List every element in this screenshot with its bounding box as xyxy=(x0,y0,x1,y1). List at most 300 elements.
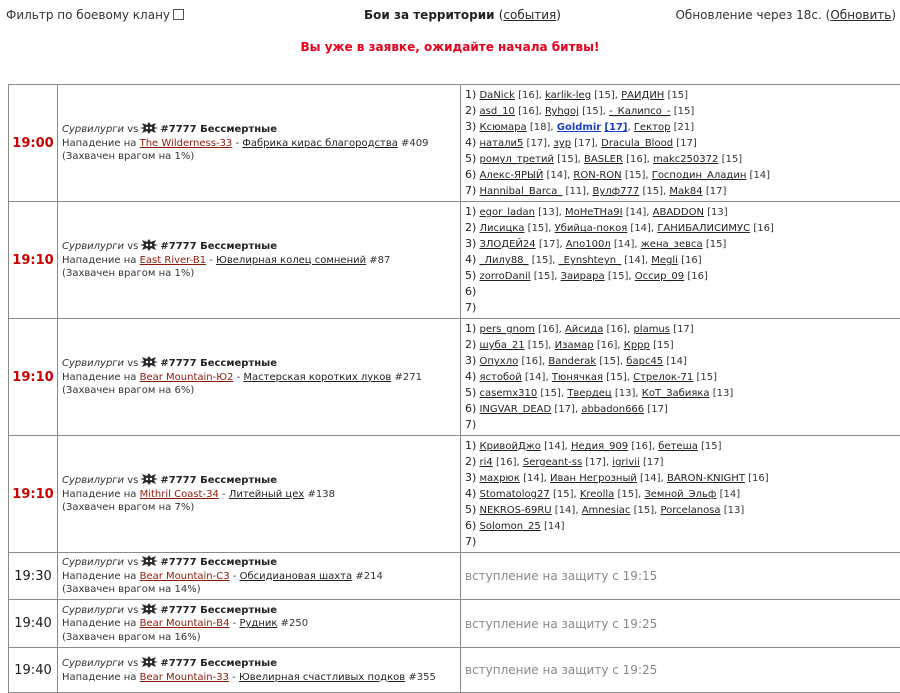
team-number: 6) xyxy=(465,402,476,415)
player-link[interactable]: Banderak xyxy=(548,356,596,367)
player-level: [16] xyxy=(681,255,702,266)
team-number: 5) xyxy=(465,503,476,516)
player-link[interactable]: egor_ladan xyxy=(479,207,534,218)
player-level: [16] xyxy=(518,106,539,117)
battle-info xyxy=(58,319,461,436)
player-link[interactable]: Твердец xyxy=(567,388,611,399)
battle-row xyxy=(9,85,900,202)
refresh-link[interactable]: Обновить xyxy=(830,8,891,22)
player-level: [17] xyxy=(647,404,668,415)
player-level: [16] xyxy=(496,457,517,468)
player-level: [15] xyxy=(642,186,663,197)
player-link[interactable]: _Лилу88_ xyxy=(479,255,528,266)
player-link[interactable]: Айсида xyxy=(565,324,603,335)
battle-info xyxy=(58,85,461,202)
battle-sides xyxy=(62,122,456,137)
clan-emblem-icon xyxy=(140,603,158,615)
player-link[interactable]: ЗЛОДЕЙ24 xyxy=(479,239,535,250)
player-link[interactable]: asd_10 xyxy=(479,106,514,117)
team-slot: 5) ромул_третий [15], BASLER [16], makc250372 [15] xyxy=(465,151,900,167)
player-level: [15] xyxy=(668,90,689,101)
player-link[interactable]: _Eynshteyn_ xyxy=(559,255,621,266)
attack-label: Нападение на xyxy=(62,372,136,383)
player-link[interactable]: zorroDanil xyxy=(479,271,530,282)
player-level: [14] xyxy=(525,372,546,383)
player-level: [14] xyxy=(624,255,645,266)
team-slot: 1) egor_ladan [13], МоНеТНа9I [14], ABADDON [13] xyxy=(465,204,900,220)
enemy-clan[interactable]: #7777 Бессмертные xyxy=(160,124,277,135)
dash-separator: - xyxy=(232,672,236,683)
player-link[interactable]: ABADDON xyxy=(653,207,704,218)
team-number: 7) xyxy=(465,418,476,431)
attack-label: Нападение на xyxy=(62,138,136,149)
player-link[interactable]: Апо100л xyxy=(566,239,611,250)
own-clan: Сурвилурги xyxy=(62,605,124,616)
battle-row xyxy=(9,600,900,648)
team-number: 3) xyxy=(465,120,476,133)
player-level: [14] xyxy=(523,473,544,484)
building-number: #355 xyxy=(408,672,435,683)
attack-label: Нападение на xyxy=(62,618,136,629)
team-number: 1) xyxy=(465,205,476,218)
player-link[interactable]: Кррр xyxy=(624,340,650,351)
territory-link[interactable]: Bear Mountain-Ю2 xyxy=(140,372,234,383)
player-level: [15] xyxy=(617,489,638,500)
battle-sides xyxy=(62,473,456,488)
team-slot: 6) Алекс-ЯРЫЙ [14], RON-RON [15], Господин_Аладин [14] xyxy=(465,167,900,183)
player-link[interactable]: махрюк xyxy=(479,473,519,484)
team-number: 1) xyxy=(465,439,476,452)
battle-row xyxy=(9,319,900,436)
capture-status: (Захвачен врагом на 6%) xyxy=(62,384,456,398)
battle-time: 19:00 xyxy=(9,85,58,202)
player-level: [17] xyxy=(676,138,697,149)
attack-target xyxy=(62,488,456,502)
building-link[interactable]: Обсидиановая шахта xyxy=(240,571,353,582)
battle-sides xyxy=(62,239,456,254)
player-level: [17] xyxy=(554,404,575,415)
player-link[interactable]: ri4 xyxy=(479,457,492,468)
team-slot xyxy=(465,300,900,316)
player-level: [15] xyxy=(696,372,717,383)
attack-label: Нападение на xyxy=(62,489,136,500)
team-number: 5) xyxy=(465,386,476,399)
dash-separator: - xyxy=(222,489,226,500)
player-level: [17] xyxy=(585,457,606,468)
territory-link[interactable]: Bear Mountain-33 xyxy=(140,672,229,683)
player-level: [15] xyxy=(534,271,555,282)
player-link[interactable]: ГАНИБАЛИСИМУС xyxy=(657,223,750,234)
player-link[interactable]: Amnesiac xyxy=(582,505,631,516)
team-slot: 2) asd_10 [16], Ryhgoj [15], -_Калипсо_- [15] xyxy=(465,103,900,119)
battle-participants xyxy=(461,553,900,600)
vs-label: vs xyxy=(127,658,138,669)
building-number: #250 xyxy=(281,618,308,629)
team-number: 7) xyxy=(465,184,476,197)
team-slot: 4) ястобой [14], Тюнячкая [15], Стрелок-71 [15] xyxy=(465,369,900,385)
player-link[interactable]: Земной_Эльф xyxy=(644,489,716,500)
clan-emblem-icon xyxy=(140,122,158,134)
player-link[interactable]: Ryhgoj xyxy=(545,106,579,117)
team-number: 6) xyxy=(465,168,476,181)
team-number: 6) xyxy=(465,519,476,532)
player-level: [17] xyxy=(574,138,595,149)
battle-sides xyxy=(62,603,456,618)
player-level: [15] xyxy=(722,154,743,165)
player-link[interactable]: Mak84 xyxy=(669,186,702,197)
building-link[interactable]: Рудник xyxy=(239,618,277,629)
battle-participants xyxy=(461,436,900,553)
player-level: [16] xyxy=(631,441,652,452)
team-number: 3) xyxy=(465,237,476,250)
player-link[interactable]: DaNick xyxy=(479,90,514,101)
team-slot: 2) Лисицка [15], Убийца-покоя [14], ГАНИБАЛИСИМУС [16] xyxy=(465,220,900,236)
own-clan: Сурвилурги xyxy=(62,358,124,369)
territory-link[interactable]: Bear Mountain-С3 xyxy=(140,571,230,582)
team-number: 7) xyxy=(465,535,476,548)
player-level: [14] xyxy=(544,441,565,452)
player-link[interactable]: Заирара xyxy=(561,271,605,282)
building-number: #409 xyxy=(401,138,428,149)
player-link[interactable]: -_Калипсо_- xyxy=(609,106,671,117)
vs-label: vs xyxy=(127,241,138,252)
player-link[interactable]: NEKROS-69RU xyxy=(479,505,551,516)
territory-link[interactable]: East River-B1 xyxy=(140,255,207,266)
player-level: [16] xyxy=(518,90,539,101)
battle-time: 19:10 xyxy=(9,202,58,319)
battle-time: 19:10 xyxy=(9,319,58,436)
team-number: 4) xyxy=(465,253,476,266)
team-number: 2) xyxy=(465,338,476,351)
own-clan: Сурвилурги xyxy=(62,124,124,135)
team-slot: 3) Ксюмара [18], Goldmir [17], Гектор [21] xyxy=(465,119,900,135)
player-level: [15] xyxy=(528,340,549,351)
player-link[interactable]: РАИДИН xyxy=(621,90,664,101)
team-slot xyxy=(465,518,900,534)
player-link[interactable]: BASLER xyxy=(584,154,623,165)
building-link[interactable]: Литейный цех xyxy=(229,489,304,500)
territory-link[interactable]: Mithril Coast-34 xyxy=(140,489,219,500)
player-level: [11] xyxy=(566,186,587,197)
team-slot: 6) INGVAR_DEAD [17], abbadon666 [17] xyxy=(465,401,900,417)
vs-label: vs xyxy=(127,557,138,568)
enemy-clan[interactable]: #7777 Бессмертные xyxy=(160,605,277,616)
dash-separator: - xyxy=(233,618,237,629)
team-list xyxy=(465,85,900,201)
building-number: #87 xyxy=(369,255,390,266)
player-level: [15] xyxy=(540,388,561,399)
player-level: [15] xyxy=(608,271,629,282)
team-number: 4) xyxy=(465,370,476,383)
capture-status: (Захвачен врагом на 14%) xyxy=(62,583,456,597)
team-number: 1) xyxy=(465,322,476,335)
player-level: [14] xyxy=(555,505,576,516)
player-level: [14] xyxy=(614,239,635,250)
building-number: #214 xyxy=(355,571,382,582)
dash-separator: - xyxy=(235,138,239,149)
player-level: [15] xyxy=(553,489,574,500)
team-number: 6) xyxy=(465,285,476,298)
building-link[interactable]: Ювелирная счастливых подков xyxy=(239,672,405,683)
player-link[interactable]: BARON-KNIGHT xyxy=(667,473,745,484)
building-link[interactable]: Мастерская коротких луков xyxy=(243,372,391,383)
team-slot: 3) махрюк [14], Иван Негрозный [14], BARON-KNIGHT [16] xyxy=(465,470,900,486)
player-level: [15] xyxy=(606,372,627,383)
player-link[interactable]: Ксюмара xyxy=(479,122,526,133)
team-number: 3) xyxy=(465,354,476,367)
team-slot: 4) Stomatolog27 [15], Kreolla [15], Земной_Эльф [14] xyxy=(465,486,900,502)
team-number: 1) xyxy=(465,88,476,101)
player-level: [16] xyxy=(521,356,542,367)
page-title-block: Бои за территории (события) xyxy=(364,8,561,22)
page-title: Бои за территории xyxy=(364,8,495,22)
own-clan: Сурвилурги xyxy=(62,241,124,252)
player-link[interactable]: Porcelanosa xyxy=(660,505,720,516)
team-number: 3) xyxy=(465,471,476,484)
player-level: [15] xyxy=(528,223,549,234)
building-link[interactable]: Ювелирная колец сомнений xyxy=(216,255,366,266)
team-number: 5) xyxy=(465,152,476,165)
capture-status: (Захвачен врагом на 16%) xyxy=(62,631,456,645)
player-level: [16] xyxy=(687,271,708,282)
player-link[interactable]: Kreolla xyxy=(580,489,614,500)
clan-emblem-icon xyxy=(140,473,158,485)
update-countdown: Обновление через 18с. xyxy=(675,8,821,22)
capture-status: (Захвачен врагом на 7%) xyxy=(62,501,456,515)
building-number: #271 xyxy=(394,372,421,383)
events-link[interactable]: события xyxy=(503,8,556,22)
team-number: 2) xyxy=(465,104,476,117)
player-link[interactable]: КоТ_Забияка xyxy=(642,388,710,399)
player-level: [15] xyxy=(701,441,722,452)
clan-emblem-icon xyxy=(140,239,158,251)
team-slot xyxy=(465,417,900,433)
player-link[interactable]: Опухло xyxy=(479,356,518,367)
player-link[interactable]: RON-RON xyxy=(573,170,621,181)
player-level: [15] xyxy=(625,170,646,181)
player-level: [13] xyxy=(538,207,559,218)
player-level: [17] xyxy=(539,239,560,250)
player-level: [14] xyxy=(720,489,741,500)
player-link[interactable]: casemx310 xyxy=(479,388,537,399)
player-level: [13] xyxy=(724,505,745,516)
player-level: [14] xyxy=(640,473,661,484)
team-number: 2) xyxy=(465,455,476,468)
enemy-clan[interactable]: #7777 Бессмертные xyxy=(160,241,277,252)
territory-link[interactable]: Bear Mountain-В4 xyxy=(140,618,230,629)
player-link[interactable]: барс45 xyxy=(626,356,663,367)
player-link[interactable]: Изамар xyxy=(555,340,594,351)
player-link[interactable]: Господин_Аладин xyxy=(652,170,747,181)
enemy-clan[interactable]: #7777 Бессмертные xyxy=(160,658,277,669)
application-notice: Вы уже в заявке, ожидайте начала битвы! xyxy=(0,40,900,54)
player-link[interactable]: plamus xyxy=(633,324,670,335)
player-level: [17] xyxy=(706,186,727,197)
team-number: 4) xyxy=(465,487,476,500)
team-slot: 1) pers_gnom [16], Айсида [16], plamus [17] xyxy=(465,321,900,337)
capture-status: (Захвачен врагом на 1%) xyxy=(62,267,456,281)
attack-target xyxy=(62,617,456,631)
player-link[interactable]: ястобой xyxy=(479,372,521,383)
battle-sides xyxy=(62,356,456,371)
player-link[interactable]: INGVAR_DEAD xyxy=(479,404,551,415)
battle-time: 19:10 xyxy=(9,436,58,553)
player-level: [15] xyxy=(557,154,578,165)
team-number: 7) xyxy=(465,301,476,314)
player-level: [15] xyxy=(653,340,674,351)
player-level: [16] xyxy=(748,473,769,484)
player-link[interactable]: igrivii xyxy=(612,457,640,468)
team-slot: 1) КривойДжо [14], Недия_909 [16], бетеша [15] xyxy=(465,438,900,454)
team-list xyxy=(465,202,900,318)
player-link[interactable]: Вулф777 xyxy=(592,186,639,197)
player-link[interactable]: МоНеТНа9I xyxy=(565,207,623,218)
enemy-clan[interactable]: #7777 Бессмертные xyxy=(160,358,277,369)
player-level: [17] xyxy=(527,138,548,149)
vs-label: vs xyxy=(127,358,138,369)
player-level: [16] xyxy=(597,340,618,351)
player-level: [14] xyxy=(630,223,651,234)
team-number: 2) xyxy=(465,221,476,234)
player-level: [14] xyxy=(544,521,565,532)
update-block: Обновление через 18с. (Обновить) xyxy=(675,8,896,22)
team-number: 5) xyxy=(465,269,476,282)
defense-join-status: вступление на защиту с 19:15 xyxy=(465,569,657,583)
player-link[interactable]: Megli xyxy=(651,255,678,266)
player-link[interactable]: Иван Негрозный xyxy=(550,473,637,484)
own-clan: Сурвилурги xyxy=(62,475,124,486)
dash-separator: - xyxy=(209,255,213,266)
player-link[interactable]: Оссир_09 xyxy=(635,271,684,282)
vs-label: vs xyxy=(127,124,138,135)
team-slot: 5) NEKROS-69RU [14], Amnesiac [15], Porcelanosa [13] xyxy=(465,502,900,518)
player-link[interactable]: шуба_21 xyxy=(479,340,524,351)
player-level: [16] xyxy=(626,154,647,165)
player-link[interactable]: pers_gnom xyxy=(479,324,534,335)
player-link[interactable]: Лисицка xyxy=(479,223,524,234)
team-slot: 3) ЗЛОДЕЙ24 [17], Апо100л [14], жена_зевса [15] xyxy=(465,236,900,252)
battle-participants xyxy=(461,648,900,693)
player-level: [15] xyxy=(582,106,603,117)
attack-label: Нападение на xyxy=(62,571,136,582)
player-link[interactable]: makc250372 xyxy=(653,154,718,165)
player-link[interactable]: ромул_третий xyxy=(479,154,553,165)
player-link[interactable]: бетеша xyxy=(658,441,698,452)
player-level: [13] xyxy=(615,388,636,399)
attack-label: Нападение на xyxy=(62,255,136,266)
team-number: 4) xyxy=(465,136,476,149)
building-link[interactable]: Фабрика кирас благородства xyxy=(242,138,398,149)
own-clan: Сурвилурги xyxy=(62,658,124,669)
clan-emblem-icon xyxy=(140,356,158,368)
battle-row xyxy=(9,202,900,319)
clan-filter-checkbox[interactable] xyxy=(173,9,184,20)
player-link[interactable]: Алекс-ЯРЫЙ xyxy=(479,170,543,181)
battle-row xyxy=(9,553,900,600)
player-link[interactable]: жена_зевса xyxy=(641,239,703,250)
own-clan: Сурвилурги xyxy=(62,557,124,568)
player-link[interactable]: Тюнячкая xyxy=(552,372,603,383)
player-level: [21] xyxy=(674,122,695,133)
battle-time: 19:40 xyxy=(9,648,58,693)
player-link[interactable]: karlik-leg xyxy=(545,90,591,101)
battle-info xyxy=(58,553,461,600)
clan-emblem-icon xyxy=(140,555,158,567)
territory-link[interactable]: The Wilderness-33 xyxy=(140,138,233,149)
attack-target xyxy=(62,254,456,268)
player-level: [13] xyxy=(713,388,734,399)
team-slot: 3) Опухло [16], Banderak [15], барс45 [14] xyxy=(465,353,900,369)
team-list xyxy=(465,319,900,435)
player-link[interactable]: Stomatolog27 xyxy=(479,489,549,500)
player-link[interactable]: Goldmir xyxy=(557,122,601,133)
battle-sides xyxy=(62,656,456,671)
player-level: [14] xyxy=(547,170,568,181)
clan-filter[interactable] xyxy=(6,8,184,22)
player-link[interactable]: Гектор xyxy=(634,122,671,133)
building-number: #138 xyxy=(307,489,334,500)
player-level: [15] xyxy=(599,356,620,367)
enemy-clan[interactable]: #7777 Бессмертные xyxy=(160,475,277,486)
enemy-clan[interactable]: #7777 Бессмертные xyxy=(160,557,277,568)
team-slot: 7) Hannibal_Barca_ [11], Вулф777 [15], Mak84 [17] xyxy=(465,183,900,199)
battle-time: 19:30 xyxy=(9,553,58,600)
player-link[interactable]: abbadon666 xyxy=(581,404,644,415)
player-level: [14] xyxy=(750,170,771,181)
player-level: [15] xyxy=(532,255,553,266)
battles-table xyxy=(8,84,900,693)
player-link[interactable]: Стрелок-71 xyxy=(633,372,693,383)
battle-info xyxy=(58,600,461,648)
player-level: [15] xyxy=(594,90,615,101)
player-link[interactable]: натали5 xyxy=(479,138,523,149)
team-slot: 2) шуба_21 [15], Изамар [16], Кррр [15] xyxy=(465,337,900,353)
battle-participants xyxy=(461,600,900,648)
player-level: [18] xyxy=(530,122,551,133)
team-slot: 5) zorroDanil [15], Заирара [15], Оссир_09 [16] xyxy=(465,268,900,284)
player-link[interactable]: Sergeant-ss xyxy=(523,457,582,468)
dash-separator: - xyxy=(233,571,237,582)
battle-time: 19:40 xyxy=(9,600,58,648)
player-level: [14] xyxy=(666,356,687,367)
battle-participants xyxy=(461,85,900,202)
player-link[interactable]: зур xyxy=(553,138,571,149)
team-slot: 1) DaNick [16], karlik-leg [15], РАИДИН [15] xyxy=(465,87,900,103)
player-level: [17] xyxy=(643,457,664,468)
team-slot: 2) ri4 [16], Sergeant-ss [17], igrivii [17] xyxy=(465,454,900,470)
clan-emblem-icon xyxy=(140,656,158,668)
battle-info xyxy=(58,436,461,553)
team-slot: 5) casemx310 [15], Твердец [13], КоТ_Забияка [13] xyxy=(465,385,900,401)
battle-row xyxy=(9,648,900,693)
team-slot: 4) _Лилу88_ [15], _Eynshteyn_ [14], Megli [16] xyxy=(465,252,900,268)
attack-target xyxy=(62,570,456,584)
team-slot xyxy=(465,534,900,550)
player-link[interactable]: КривойДжо xyxy=(479,441,540,452)
player-level: [14] xyxy=(626,207,647,218)
player-link[interactable]: Недия_909 xyxy=(571,441,628,452)
player-link[interactable]: Убийца-покоя xyxy=(555,223,628,234)
player-link[interactable]: Solomon_25 xyxy=(479,521,540,532)
player-link[interactable]: Dracula_Blood xyxy=(601,138,673,149)
battle-sides xyxy=(62,555,456,570)
player-level: [17] xyxy=(604,122,627,133)
player-link[interactable]: Hannibal_Barca_ xyxy=(479,186,562,197)
team-slot: 4) натали5 [17], зур [17], Dracula_Blood [17] xyxy=(465,135,900,151)
player-level: [16] xyxy=(538,324,559,335)
defense-join-status: вступление на защиту с 19:25 xyxy=(465,663,657,677)
team-list xyxy=(465,436,900,552)
